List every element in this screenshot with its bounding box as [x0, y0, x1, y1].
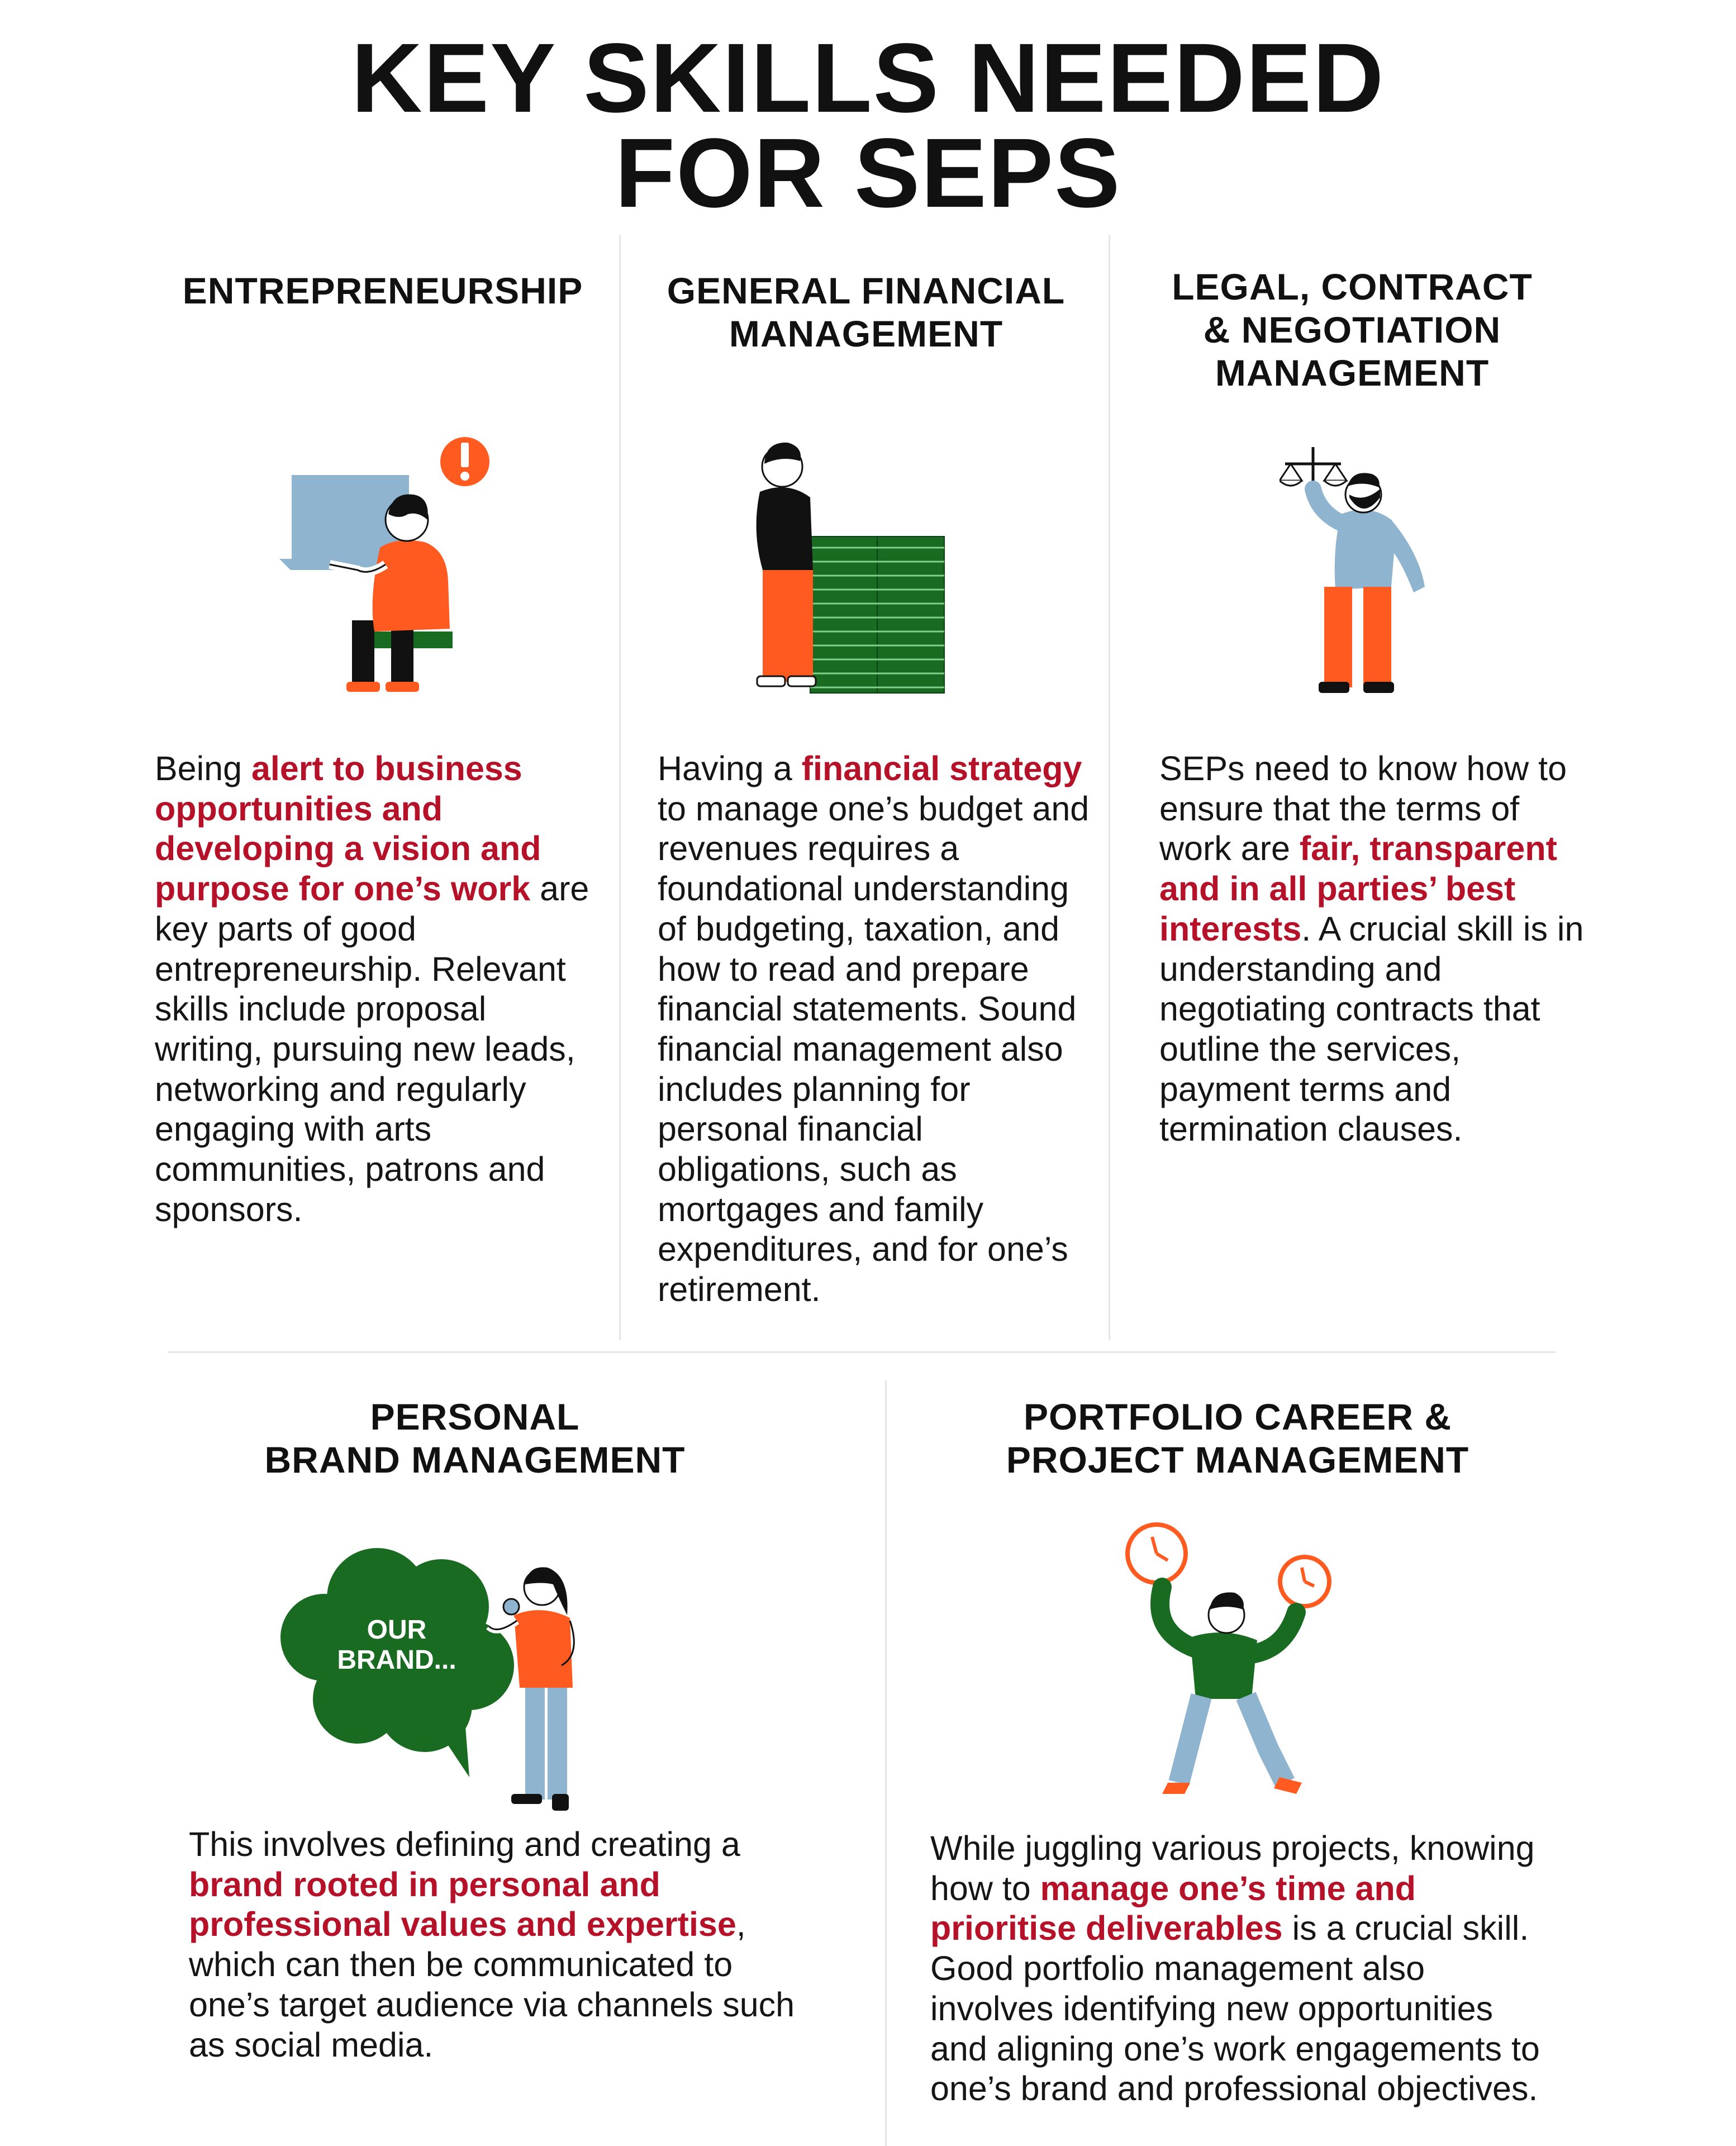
heading-entrepreneurship: ENTREPRENEURSHIP: [182, 270, 583, 311]
text-entrepreneurship: Being alert to business opportunities and developing a vision and purpose for one’s work are key parts of good entrepreneurship. Relevant skills include proposal writing, pursuing new leads, networking and regularly engaging with arts communities, patrons and sponsors.: [155, 749, 589, 1228]
heading-general-financial-management: GENERAL FINANCIAL MANAGEMENT: [667, 270, 1066, 354]
bubble-text: OUR BRAND...: [337, 1615, 456, 1675]
page-title-line-1: KEY SKILLS NEEDED: [351, 23, 1385, 133]
divider-vertical-2: [1109, 235, 1110, 1340]
heading-portfolio-career-project-management: PORTFOLIO CAREER & PROJECT MANAGEMENT: [1006, 1396, 1469, 1480]
person-speech-bubble-icon: [279, 1537, 615, 1827]
text-general-financial-management: Having a financial strategy to manage one’s budget and revenues requires a foundational understanding of budgeting, taxation, and how to read and prepare financial statements. Sound financial management also includes planning for personal financial obligations, such as mortgages and family expenditures, and for one’s retirement.: [658, 749, 1090, 1309]
text-personal-brand-management: This involves defining and creating a brand rooted in personal and professional values and expertise, which can then be communicated to one’s target audience via channels such as social media.: [189, 1825, 795, 2064]
divider-horizontal: [168, 1351, 1556, 1353]
person-juggling-clocks-icon: [1117, 1520, 1341, 1805]
text-legal-contract-negotiation: SEPs need to know how to ensure that the terms of work are fair, transparent and in all parties’ best interests. A crucial skill is in understanding and negotiating contracts that outline the services, payment terms and termination clauses.: [1159, 749, 1584, 1148]
person-holding-scales-icon: [1280, 441, 1442, 704]
text-portfolio-career-project-management: While juggling various projects, knowing how to manage one’s time and prioritise deliverables is a crucial skill. Good portfolio management also involves identifying new opportunities and aligning one’s work engagements to one’s brand and professional objectives.: [930, 1829, 1540, 2108]
page-title-line-2: FOR SEPS: [615, 118, 1121, 228]
heading-legal-contract-negotiation: LEGAL, CONTRACT & NEGOTIATION MANAGEMENT: [1172, 266, 1533, 393]
person-at-computer-alert-icon: [274, 430, 497, 699]
heading-personal-brand-management: PERSONAL BRAND MANAGEMENT: [264, 1396, 686, 1480]
divider-vertical-3: [885, 1380, 887, 2146]
person-with-money-stacks-icon: [749, 436, 972, 699]
divider-vertical-1: [619, 235, 621, 1340]
